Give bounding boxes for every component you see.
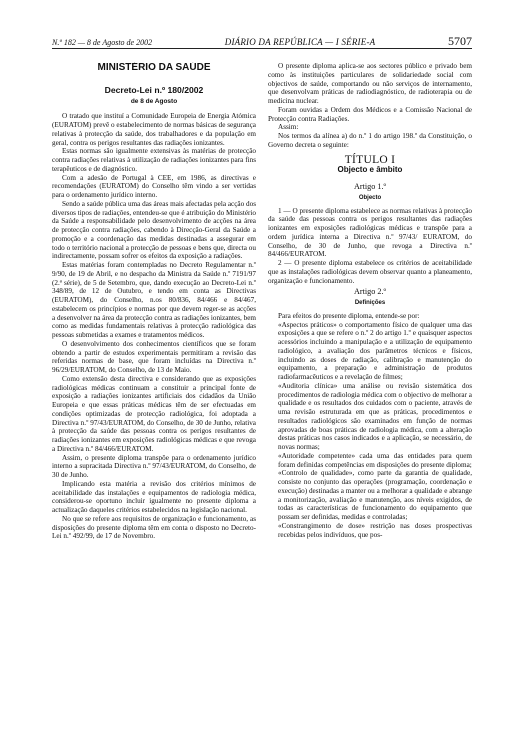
- intro-paragraph: O presente diploma aplica-se aos sectores público e privado bem como às instituições particulares de solidariedade social com objectivos de saúde, comportando ou não serviços de internamento, que desenvolvam práticas de radiodiagnóstico, de radioterapia ou de medicina nuclear.: [268, 62, 472, 105]
- decree-date: de 8 de Agosto: [130, 97, 178, 105]
- definition-item: «Autoridade competente» cada uma das entidades para quem foram definidas competências em disposições do presente diploma;: [278, 451, 472, 469]
- ministry-heading: MINISTÉRIO DA SAÚDE: [97, 62, 211, 73]
- definition-item: «Auditoria clínica» uma análise ou revisão sistemática dos procedimentos de radiologia médica com o objectivo de melhorar a qualidade e os resultados dos cuidados com o paciente, através de uma revisão estruturada em que as práticas, procedimentos e resultados radiológicos são examinados em função de normas aprovadas de boas práticas de radiologia médica, com a alteração destas práticas nos casos indicados e a aplicação, se necessário, de novas normas;: [278, 381, 472, 451]
- journal-title: DIÁRIO DA REPÚBLICA — I SÉRIE-A: [224, 37, 376, 47]
- two-column-body: [52, 62, 472, 726]
- issue-info: N.º 182 — 8 de Agosto de 2002: [52, 38, 153, 47]
- preamble-paragraph: Sendo a saúde pública uma das áreas mais afectadas pela acção dos diversos tipos de radiações, entendeu-se que é atribuição do Ministério da Saúde a responsabilidade pelo desenvolvimento de acções na área de protecção contra radiações, cabendo à Direcção-Geral da Saúde a promoção e a coordenação das medidas destinadas a assegurar em todo o território nacional a protecção de pessoas e bens que, directa ou indirectamente, possam sofrer os efeitos da exposição a radiações.: [52, 199, 256, 261]
- preamble-paragraph: O desenvolvimento dos conhecimentos científicos que se foram obtendo a partir de estudos experimentais permitiram a revisão das referidas normas de base, que foram incluídas na Directiva n.º 96/29/EURATOM, do Conselho, de 13 de Maio.: [52, 339, 256, 374]
- decree-title: Decreto-Lei n.º 180/2002: [104, 84, 204, 95]
- title-heading: TÍTULO I: [344, 153, 396, 166]
- article-paragraph: 1 — O presente diploma estabelece as normas relativas à protecção da saúde das pessoas contra os perigos resultantes das radiações ionizantes em exposições radiológicas médicas e transpõe para a ordem jurídica interna a Directiva n.º 97/43/ EURATOM, do Conselho, de 30 de Junho, que revoga a Directiva n.º 84/466/EURATOM.: [268, 206, 472, 259]
- right-column: [268, 62, 472, 726]
- page-number: 5707: [447, 34, 472, 48]
- definition-item: «Controlo de qualidade», como parte da garantia de qualidade, consiste no conjunto das operações (programação, coordenação e execução) destinadas a manter ou a melhorar a qualidade e abrange a monitorização, avaliação e manutenção, aos níveis exigidos, de todas as características de funcionamento do equipamento que possam ser definidas, medidas e controladas;: [278, 469, 472, 521]
- title-subheading: Objecto e âmbito: [337, 165, 403, 175]
- preamble-paragraph: Implicando esta matéria a revisão dos critérios mínimos de aceitabilidade das instalações e equipamentos de radiologia médica, considerou-se oportuno incluir igualmente no presente diploma a actualização daqueles critérios estabelecidos na legislação nacional.: [52, 479, 256, 514]
- intro-paragraph: Foram ouvidas a Ordem dos Médicos e a Comissão Nacional de Protecção contra Radiações.: [268, 105, 472, 123]
- article-2-title: Definições: [354, 300, 386, 306]
- definition-item: «Constrangimento de dose» restrição nas doses prospectivas recebidas pelos indivíduos, que pos-: [278, 521, 472, 539]
- page-header: [52, 34, 472, 49]
- article-1-heading: Artigo 1.º: [353, 182, 387, 191]
- intro-paragraph: Nos termos da alínea a) do n.º 1 do artigo 198.º da Constituição, o Governo decreta o seguinte:: [268, 132, 472, 149]
- article-1-title: Objecto: [358, 194, 382, 201]
- article-paragraph: Para efeitos do presente diploma, entende-se por:: [278, 311, 420, 320]
- article-2-heading: Artigo 2.º: [353, 287, 387, 297]
- preamble-paragraph: Assim, o presente diploma transpõe para o ordenamento jurídico interno a supracitada Directiva n.º 97/43/EURATOM, do Conselho, de 30 de Junho.: [52, 453, 256, 479]
- left-column: [52, 62, 256, 726]
- intro-paragraph: Assim:: [278, 123, 299, 132]
- preamble-paragraph: No que se refere aos requisitos de organização e funcionamento, as disposições do presente diploma têm em conta o disposto no Decreto-Lei n.º 492/99, de 17 de Novembro.: [52, 514, 256, 541]
- preamble-paragraph: Estas matérias foram contempladas no Decreto Regulamentar n.º 9/90, de 19 de Abril, e no despacho da Ministra da Saúde n.º 7191/97 (2.ª série), de 5 de Setembro, que, dando execução ao Decreto-Lei n.º 348/89, de 12 de Outubro, e tendo em conta as Directivas (EURATOM), do Conselho, n.os 80/836, 84/466 e 84/467, estabelecem os princípios e normas por que devem reger-se as acções a desenvolver na área da protecção contra as radiações ionizantes, bem como as medidas fundamentais relativas à protecção radiológica das pessoas submetidas a exames e tratamentos médicos.: [52, 261, 256, 339]
- preamble-paragraph: Estas normas são igualmente extensivas às matérias de protecção contra radiações relativas à utilização de radiações ionizantes para fins terapêuticos e de diagnóstico.: [52, 147, 256, 173]
- preamble-paragraph: Com a adesão de Portugal à CEE, em 1986, as directivas e recomendações (EURATOM) do Conselho têm vindo a ser vertidas para o ordenamento jurídico interno.: [52, 173, 256, 199]
- preamble-paragraph: Como extensão desta directiva e considerando que as exposições radiológicas médicas continuam a constituir a principal fonte de exposição a radiações ionizantes artificiais dos cidadãos da União Europeia e que essas práticas médicas têm de ser efectuadas em condições optimizadas de protecção radiológica, foi adoptada a Directiva n.º 97/43/EURATOM, do Conselho, de 30 de Junho, relativa à protecção da saúde das pessoas contra os perigos resultantes de radiações ionizantes em exposições radiológicas médicas e que revoga a Directiva n.º 84/466/EURATOM.: [52, 374, 256, 453]
- preamble-paragraph: O tratado que instituí a Comunidade Europeia de Energia Atómica (EURATOM) prevê o estabelecimento de normas básicas de segurança relativas à protecção da saúde, dos trabalhadores e da população em geral, contra os perigos resultantes das radiações ionizantes.: [52, 112, 256, 147]
- article-paragraph: 2 — O presente diploma estabelece os critérios de aceitabilidade que as instalações radiológicas devem observar quanto a planeamento, organização e funcionamento.: [268, 259, 472, 285]
- definition-item: «Aspectos práticos» o comportamento físico de qualquer uma das exposições a que se refere o n.º 2 do artigo 1.º e quaisquer aspectos acessórios incluindo a manipulação e a utilização de equipamento radiológico, a avaliação dos parâmetros técnicos e físicos, incluindo as doses de radiação, calibração e manutenção do equipamento, a preparação e administração de produtos radiofarmacêuticos e a revelação de filmes;: [278, 320, 472, 381]
